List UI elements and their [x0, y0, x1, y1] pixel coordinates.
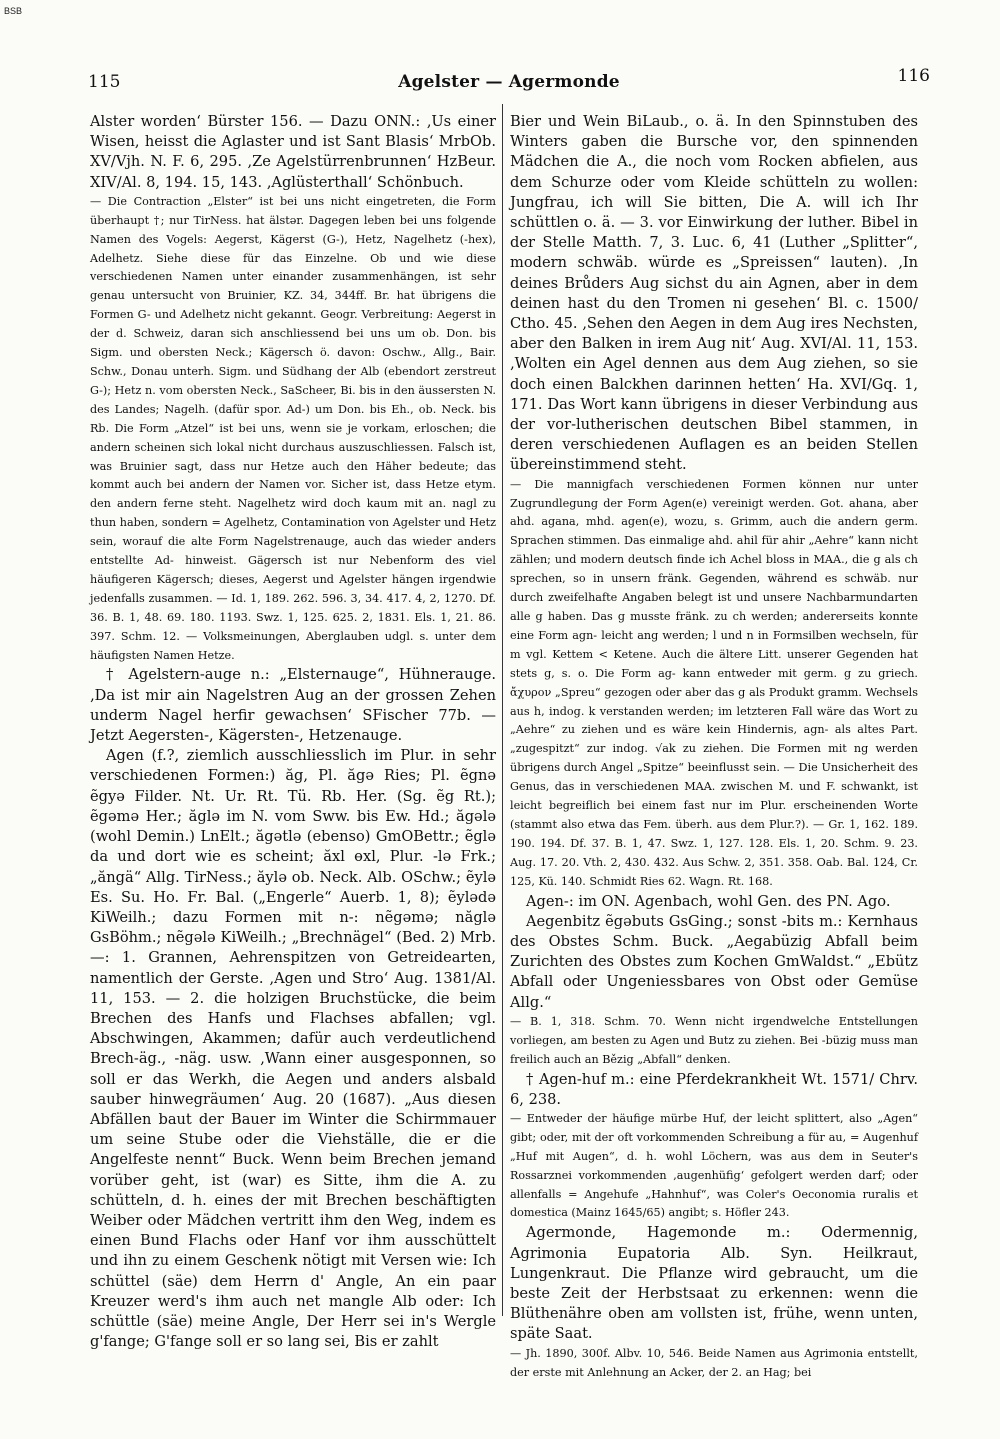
page-number-right: 116 [897, 66, 930, 86]
entry-agen-prefix: Agen-: im ON. Agenbach, wohl Gen. des PN. Ago. [526, 892, 891, 910]
page-header [88, 66, 930, 96]
entry-agen: Agen (f.?, ziemlich ausschliesslich im Plur. in sehr verschiedenen Formen:) ăg, Pl. ăgə Ries; Pl. ẽgnə ẽgyə Filder. Nt. Ur. Rt. Tü. Rb. Her. (Sg. ẽg Rt.); ẽgəmə Her.; ăglə im N. vom Sww. bis Ew. Hd.; ăgələ (wohl Demin.) LnElt.; ăgətlə (ebenso) GmOBettr.; ẽglə da und dort wie es scheint; ăxl ɵxl, Plur. -lə Frk.; „ăngä“ Allg. TirNess.; ăylə ob. Neck. Alb. OSchw.; ẽylə Es. Su. Ho. Fr. Bal. („Engerle“ Auerb. 1, 8); ẽylədə KiWeilh.; dazu Formen mit n-: nẽgəmə; năglə GsBöhm.; nẽgələ KiWeilh.; „Brechnägel“ (Bed. 2) Mrb. —: 1. Grannen, Aehrenspitzen von Getreidearten, namentlich der Gerste. ‚Agen und Stro‘ Aug. 1381/Al. 11, 153. — 2. die holzigen Bruchstücke, die beim Brechen des Hanfs und Flachses abfallen; vgl. Abschwingen, Akammen; dafür auch verdeutlichend Brech-äg., -näg. usw. ‚Wann einer ausgesponnen, so soll er das Werkh, die Aegen und anders alsbald sauber hinwegräumen‘ Aug. 20 (1687). „Aus diesen Abfällen baut der Bauer im Winter die Schirmmauer um seine Stube oder die Viehställe, die er die Angelfeste nennt“ Buck. Wenn beim Brechen jemand vorüber geht, ist (war) es Sitte, ihm die A. zu schütteln, d. h. eines der mit Brechen beschäftigten Weiber oder Mädchen vertritt ihm den Weg, indem es einen Bund Flachs oder Hanf vor ihm ausschüttelt und ihn zu einem Geschenk nötigt mit Versen wie: Ich schüttel (säe) dem Herrn d' Angle, An ein paar Kreuzer werd's ihm auch net mangle Alb oder: Ich schüttle (säe) meine Angle, Der Herr sei in's Wergle g'fange; G'fange soll er so lang sei, Bis er zahlt [90, 747, 496, 1351]
page-number-left: 115 [88, 72, 121, 92]
entry-agelstern-auge: † Agelstern-auge n.: „Elsternauge“, Hühnerauge. ‚Da ist mir ain Nagelstren Aug an der grossen Zehen underm Nagel herfir gewachsen‘ SFischer 77b. — Jetzt Aegersten-, Kägersten-, Hetzenauge. [90, 666, 496, 745]
paragraph: — Die Contraction „Elster“ ist bei uns nicht eingetreten, die Form überhaupt †; nur TirNess. hat älstər. Dagegen leben bei uns folgende Namen des Vogels: Aegerst, Kägerst (G-), Hetz, Nagelhetz (-hex), Adelhetz. Siehe diese für das Einzelne. Ob und wie diese verschiedenen Namen unter einander zusammenhängen, ist sehr genau untersucht von Bruinier, KZ. 34, 344ff. Br. hat übrigens die Formen G- und Adelhetz nicht gekannt. Geogr. Verbreitung: Aegerst in der d. Schweiz, daran sich anschliessend bei uns um ob. Don. bis Sigm. und obersten Neck.; Kägersch ö. davon: Oschw., Allg., Bair. Schw., Donau unterh. Sigm. und Südhang der Alb (ebendort zerstreut G-); Hetz n. vom obersten Neck., SaScheer, Bi. bis in den äussersten N. des Landes; Nagelh. (dafür spor. Ad-) um Don. bis Eh., ob. Neck. bis Rb. Die Form „Atzel“ ist bei uns, wenn sie je vorkam, erloschen; die andern scheinen sich lokal nicht durchaus auszuschliessen. Falsch ist, was Bruinier sagt, dass nur Hetze auch den Häher bedeute; das kommt auch bei andern der Namen vor. Sicher ist, dass Hetze etym. den andern ferne steht. Nagelhetz wird doch kaum mit an. nagl zu thun haben, sondern = Agelhetz, Contamination von Agelster und Hetz sein, worauf die alte Form Nagelstrenauge, auch das wieder anders entstellte Ad- hinweist. Gägersch ist nur Nebenform des viel häufigeren Kägersch; dieses, Aegerst und Agelster hängen irgendwie jedenfalls zusammen. — Id. 1, 189. 262. 596. 3, 34. 417. 4, 2, 1270. Df. 36. B. 1, 48. 69. 180. 1193. Swz. 1, 125. 625. 2, 1831. Els. 1, 21. 86. 397. Schm. 12. — Volksmeinungen, Aberglauben udgl. s. unter dem häufigsten Namen Hetze. [90, 194, 496, 662]
left-column [90, 112, 496, 1351]
column-divider [502, 104, 503, 1316]
entry-agermonde: Agermonde, Hagemonde m.: Odermennig, Agrimonia Eupatoria Alb. Syn. Heilkraut, Lungenkraut. Die Pflanze wird gebraucht, um die beste Zeit der Herbstsaat zu erkennen: wenn die Blüthenähre oben am vollsten ist, frühe, wenn unten, späte Saat. [510, 1224, 918, 1343]
entry-agen-huf: † Agen-huf m.: eine Pferdekrankheit Wt. 1571/ Chrv. 6, 238. [510, 1070, 918, 1108]
right-column [510, 112, 918, 1379]
entry-aegenbitz: Aegenbitz ẽgəbuts GsGing.; sonst -bits m.: Kernhaus des Obstes Schm. Buck. „Aegabüzig Abfall beim Zurichten des Obstes zum Kochen GmWaldst.“ „Ebütz Abfall oder Ungeniessbares von Obst oder Gemüse Allg.“ [510, 912, 918, 1011]
paragraph: Bier und Wein BiLaub., o. ä. In den Spinnstuben des Winters gaben die Bursche vor, den spinnenden Mädchen die A., die noch vom Rocken abfielen, aus dem Schurze oder vom Kleide schütteln zu wollen: Jungfrau, ich will Sie bitten, Die A. will ich Ihr schüttlen o. ä. — 3. vor Einwirkung der luther. Bibel in der Stelle Matth. 7, 3. Luc. 6, 41 (Luther „Splitter“, modern schwäb. würde es „Spreissen“ lauten). ‚In deines Brůders Aug sichst du ain Agnen, aber in dem deinen hast du den Tromen ni gesehen‘ Bl. c. 1500/ Ctho. 45. ‚Sehen den Aegen in dem Aug ires Nechsten, aber den Balken in irem Aug nit‘ Aug. XVI/Al. 11, 153. ‚Wolten ein Agel dennen aus dem Aug ziehen, so sie doch einen Balckhen darinnen hetten‘ Ha. XVI/Gq. 1, 171. Das Wort kann übrigens in dieser Verbindung aus der vor-lutherischen deutschen Bibel stammen, in deren verschiedenen Auflagen es an beiden Stellen übereinstimmend steht. [510, 113, 918, 474]
paragraph: — Jh. 1890, 300f. Albv. 10, 546. Beide Namen aus Agrimonia entstellt, der erste mit Anlehnung an Acker, der 2. an Hag; bei [510, 1346, 918, 1379]
paragraph: Alster worden‘ Bürster 156. — Dazu ONN.: ‚Us einer Wisen, heisst die Aglaster und ist Sant Blasis‘ MrbOb. XV/Vjh. N. F. 6, 295. ‚Ze Agelstürrenbrunnen‘ HzBeur. XIV/Al. 8, 194. 15, 143. ‚Aglüsterthall‘ Schönbuch. [90, 113, 496, 191]
library-stamp: BSB [4, 6, 23, 16]
running-head-title: Agelster — Agermonde [398, 72, 620, 92]
paragraph: — B. 1, 318. Schm. 70. Wenn nicht irgendwelche Entstellungen vorliegen, am besten zu Agen und Butz zu ziehen. Bei -büzig muss man freilich auch an Bězig „Abfall“ denken. [510, 1014, 918, 1066]
paragraph: — Die mannigfach verschiedenen Formen können nur unter Zugrundlegung der Form Agen(e) vereinigt werden. Got. ahana, aber ahd. agana, mhd. agen(e), wozu, s. Grimm, auch die andern germ. Sprachen stimmen. Das einmalige ahd. ahil für ahir „Aehre“ kann nicht zählen; und modern deutsch finde ich Achel bloss in MAA., die g als ch sprechen, so in unsern fränk. Gegenden, während es schwäb. nur durch zweifelhafte Angaben belegt ist und unsere Nachbarmundarten alle g haben. Das g musste fränk. zu ch werden; andererseits konnte eine Form agn- leicht ang werden; l und n in Formsilben wechseln, für m vgl. Kettem < Ketene. Auch die ältere Litt. unserer Gegenden hat stets g, s. o. Die Form ag- kann entweder mit germ. g zu griech. ἄχυρον „Spreu“ gezogen oder aber das g als Produkt gramm. Wechsels aus h, indog. k verstanden werden; im letzteren Fall wäre das Wort zu „Aehre“ zu ziehen und es wäre kein Hindernis, agn- als altes Part. „zugespitzt“ zur indog. √ak zu ziehen. Die Formen mit ng werden übrigens durch Angel „Spitze“ beeinflusst sein. — Die Unsicherheit des Genus, das in verschiedenen MAA. zwischen M. und F. schwankt, ist leicht begreiflich bei einem fast nur im Plur. erscheinenden Worte (stammt also etwa das Fem. überh. aus dem Plur.?). — Gr. 1, 162. 189. 190. 194. Df. 37. B. 1, 47. Swz. 1, 127. 128. Els. 1, 20. Schm. 9. 23. Aug. 17. 20. Vth. 2, 430. 432. Aus Schw. 2, 351. 358. Oab. Bal. 124, Cr. 125, Kü. 140. Schmidt Ries 62. Wagn. Rt. 168. [510, 477, 918, 888]
paragraph: — Entweder der häufige mürbe Huf, der leicht splittert, also „Agen“ gibt; oder, mit der oft vorkommenden Schreibung a für au, = Augenhuf „Huf mit Augen“, d. h. wohl Löchern, was aus dem in Seuter's Rossarznei vorkommenden ‚augenhüfig‘ gefolgert werden darf; oder allenfalls = Angehufe „Hahnhuf“, was Coler's Oeconomia ruralis et domestica (Mainz 1645/65) angibt; s. Höfler 243. [510, 1111, 918, 1220]
